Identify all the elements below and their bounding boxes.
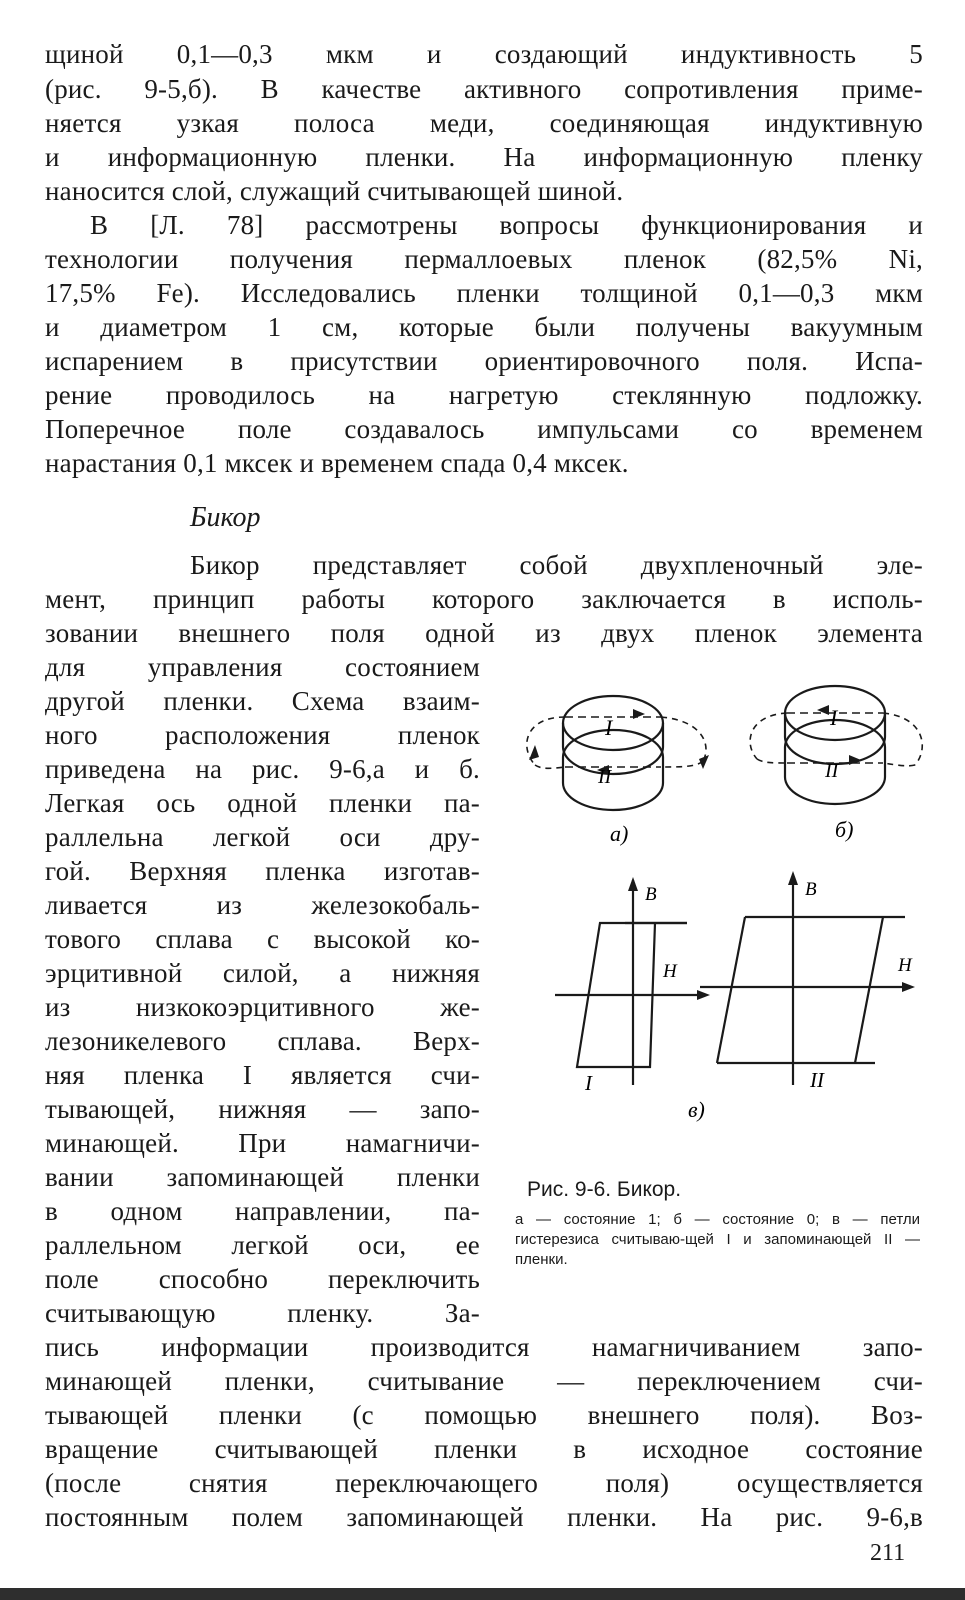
label-film-II: II: [825, 760, 839, 782]
loop-II-label: II: [810, 1068, 824, 1092]
label-film-I: I: [605, 715, 613, 740]
text-line: няя пленка I является счи-: [45, 1060, 480, 1090]
text-line: приведена на рис. 9-6,а и б.: [45, 754, 480, 784]
text-line: наносится слой, служащий считывающей шиной.: [45, 176, 624, 206]
text-line: эрцитивной силой, а нижняя: [45, 958, 480, 988]
text-line: пись информации производится намагничиванием запо-: [45, 1332, 923, 1362]
text-line: поле способно переключить: [45, 1264, 480, 1294]
text-line: тывающей, нижняя — запо-: [45, 1094, 480, 1124]
text-line: Легкая ось одной пленки па-: [45, 788, 480, 818]
section-heading: Бикор: [190, 502, 261, 533]
scan-border: [0, 1588, 965, 1600]
figure-caption-title: Рис. 9-6. Бикор.: [527, 1178, 682, 1201]
label-b: б): [835, 817, 854, 842]
label-film-I: I: [830, 705, 838, 730]
text-line: постоянным полем запоминающей пленки. На рис. 9-6,в: [45, 1502, 923, 1532]
text-line: испарением в присутствии ориентировочного поля. Испа-: [45, 346, 923, 376]
disc-stack-a: [527, 696, 706, 810]
text-line: из низкокоэрцитивного же-: [45, 992, 480, 1022]
text-line: минающей пленки, считывание — переключением счи-: [45, 1366, 923, 1396]
label-v: в): [688, 1097, 705, 1122]
text-line: вращение считывающей пленки в исходное состояние: [45, 1434, 923, 1464]
text-line: нарастания 0,1 мксек и временем спада 0,4 мксек.: [45, 448, 629, 478]
figure-bicor: [505, 665, 930, 1135]
text-line: раллельна легкой оси дру-: [45, 822, 480, 852]
text-line: вании запоминающей пленки: [45, 1162, 480, 1192]
axis-b-label: B: [805, 879, 817, 900]
text-line: рение проводилось на нагретую стеклянную подложку.: [45, 380, 923, 410]
text-line: минающей. При намагничи-: [45, 1128, 480, 1158]
text-line: тового сплава с высокой ко-: [45, 924, 480, 954]
label-film-II: II: [598, 766, 612, 788]
text-line: няется узкая полоса меди, соединяющая индуктивную: [45, 108, 923, 138]
text-line: гой. Верхняя пленка изготав-: [45, 856, 480, 886]
text-line: Бикор представляет собой двухпленочный эле-: [190, 550, 923, 580]
text-line: тывающей пленки (с помощью внешнего поля). Воз-: [45, 1400, 923, 1430]
text-line: и информационную пленки. На информационную пленку: [45, 142, 923, 172]
text-line: В [Л. 78] рассмотрены вопросы функционирования и: [90, 210, 923, 240]
loop-I-label: I: [585, 1071, 592, 1095]
text-line: (после снятия переключающего поля) осуществляется: [45, 1468, 923, 1498]
text-line: технологии получения пермаллоевых пленок (82,5% Ni,: [45, 244, 923, 274]
axis-h-label: H: [898, 955, 912, 976]
text-line: ливается из железокобаль-: [45, 890, 480, 920]
figure-drawing: [505, 665, 930, 1135]
text-line: и диаметром 1 см, которые были получены вакуумным: [45, 312, 923, 342]
text-line: ного расположения пленок: [45, 720, 480, 750]
figure-caption-description: а — состояние 1; б — состояние 0; в — петли гистерезиса считываю-щей I и запоминающей II — пленки.: [515, 1211, 920, 1268]
axis-b-label: B: [645, 884, 657, 905]
label-a: а): [610, 821, 629, 846]
disc-stack-b: [750, 686, 922, 804]
hysteresis-loop-I: [555, 880, 705, 1085]
text-line: мент, принцип работы которого заключается в исполь-: [45, 584, 923, 614]
text-line: щиной 0,1—0,3 мкм и создающий индуктивность 5: [45, 39, 923, 69]
text-line: считывающую пленку. За-: [45, 1298, 480, 1328]
text-line: для управления состоянием: [45, 652, 480, 682]
text-line: зовании внешнего поля одной из двух пленок элемента: [45, 618, 923, 648]
text-line: 17,5% Fe). Исследовались пленки толщиной 0,1—0,3 мкм: [45, 278, 923, 308]
page-number: 211: [870, 1540, 906, 1566]
text-line: Поперечное поле создавалось импульсами со временем: [45, 414, 923, 444]
hysteresis-loop-II: [700, 875, 910, 1085]
text-line: (рис. 9-5,б). В качестве активного сопротивления приме-: [45, 74, 923, 104]
axis-h-label: H: [663, 961, 677, 982]
text-line: в одном направлении, па-: [45, 1196, 480, 1226]
text-line: лезоникелевого сплава. Верх-: [45, 1026, 480, 1056]
text-line: другой пленки. Схема взаим-: [45, 686, 480, 716]
text-line: раллельном легкой оси, ее: [45, 1230, 480, 1260]
